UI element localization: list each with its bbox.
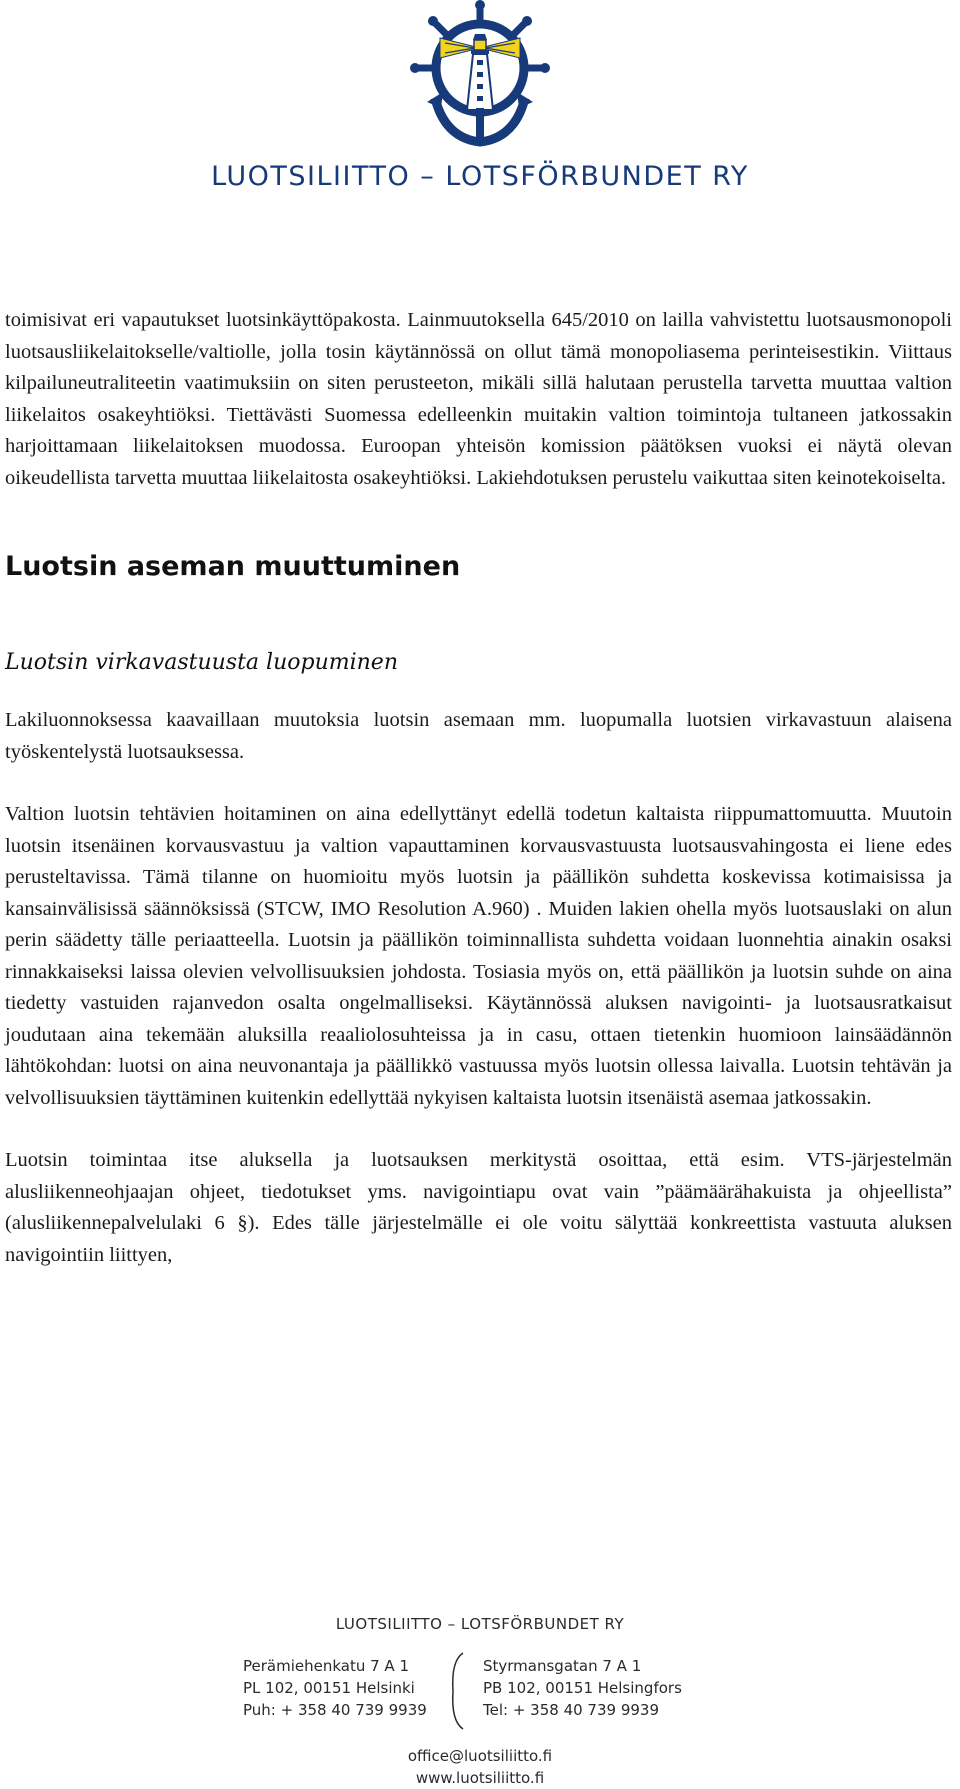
website-link[interactable]: www.luotsiliitto.fi — [415, 1769, 545, 1787]
body-paragraph-3: Valtion luotsin tehtävien hoitaminen on aina edellyttänyt edellä todetun kaltaista riippumattomuutta. Muutoin luotsin itsenäinen korvausvastuu ja valtion vapauttaminen korvausvastuusta luotsausvahingosta ei liene edes perusteltavissa. Tämä tilanne on huomioitu myös luotsin ja päällikön suhdetta koskevissa kotimaisissa ja kansainvälisissä säännöksissä (STCW, IMO Resolution A.960) . Muiden lakien ohella myös luotsauslaki on alun perin säädetty tälle periaatteella. Luotsin ja päällikön toiminnallista suhdetta voidaan luonnehtia ainakin osaksi rinnakkaiseksi laissa olevien velvollisuuksien johdosta. Tosiasia myös on, että päällikön ja luotsin suhde on aina tiedetty vastuiden rajanvedon osalta ongelmalliseksi. Käytännössä aluksen navigointi- ja luotsausratkaisut joudutaan aina tekemään aluksilla reaaliolosuhteissa ja in casu, ottaen tietenkin huomioon lainsäädännön lähtökohdan: luotsi on aina neuvonantaja ja päällikkö vastuussa myös luotsin ollessa laivalla. Luotsin tehtävän ja velvollisuuksien täyttäminen kuitenkin edellyttää nykyisen kaltaista luotsin itsenäistä asemaa jatkossakin. — [5, 803, 952, 1109]
document-body — [5, 305, 952, 1271]
ship-wheel-lighthouse-anchor-logo — [405, 0, 555, 155]
section-heading: Luotsin aseman muuttuminen — [5, 551, 461, 582]
body-paragraph-4: Luotsin toimintaa itse aluksella ja luotsauksen merkitystä osoittaa, että esim. VTS-järjestelmän alusliikenneohjaajan ohjeet, tiedotukset yms. navigointiapu ovat vain ”päämäärähakuista ja ohjeellista” (alusliikennepalvelulaki 6 §). Edes tälle järjestelmälle ei ole voitu sälyttää konkreettista vastuuta aluksen navigointiin liittyen, — [5, 1149, 952, 1266]
organization-title: LUOTSILIITTO – LOTSFÖRBUNDET RY — [211, 161, 749, 192]
body-paragraph-2: Lakiluonnoksessa kaavaillaan muutoksia luotsin asemaan mm. luopumalla luotsien virkavastuun alaisena työskentelystä luotsauksessa. — [5, 709, 952, 763]
address-street-fi: Perämiehenkatu 7 A 1 — [243, 1657, 410, 1675]
address-swedish — [483, 1655, 682, 1721]
address-phone-fi: Puh: + 358 40 739 9939 — [243, 1701, 427, 1719]
email-link[interactable]: office@luotsiliitto.fi — [407, 1747, 553, 1765]
address-divider-brace — [443, 1651, 473, 1731]
body-paragraph-1: toimisivat eri vapautukset luotsinkäyttöpakosta. Lainmuutoksella 645/2010 on lailla vahvistettu luotsausmonopoli luotsausliikelaitokselle/valtiolle, jolla tosin käytännössä on ollut tämä monopoliasema perinteisestikin. Viittaus kilpailuneutraliteetin vaatimuksiin on siten perusteeton, mikäli sillä halutaan perustella tarvetta muuttaa valtion liikelaitos osakeyhtiöksi. Tiettävästi Suomessa edelleenkin muitakin valtion toimintoja tultaneen jatkossakin harjoittamaan liikelaitoksen muodossa. Euroopan yhteisön komission päätöksen vuoksi ei näytä olevan oikeudellista tarvetta muuttaa liikelaitosta osakeyhtiöksi. Lakiehdotuksen perustelu vaikuttaa siten keinotekoiselta. — [5, 309, 952, 489]
contact-info — [0, 1745, 960, 1789]
address-finnish — [243, 1655, 427, 1721]
address-postal-fi: PL 102, 00151 Helsinki — [243, 1679, 415, 1697]
section-subheading: Luotsin virkavastuusta luopuminen — [5, 650, 398, 675]
address-street-sv: Styrmansgatan 7 A 1 — [483, 1657, 642, 1675]
address-phone-sv: Tel: + 358 40 739 9939 — [483, 1701, 659, 1719]
address-postal-sv: PB 102, 00151 Helsingfors — [483, 1679, 682, 1697]
footer-organization-title: LUOTSILIITTO – LOTSFÖRBUNDET RY — [335, 1615, 625, 1633]
